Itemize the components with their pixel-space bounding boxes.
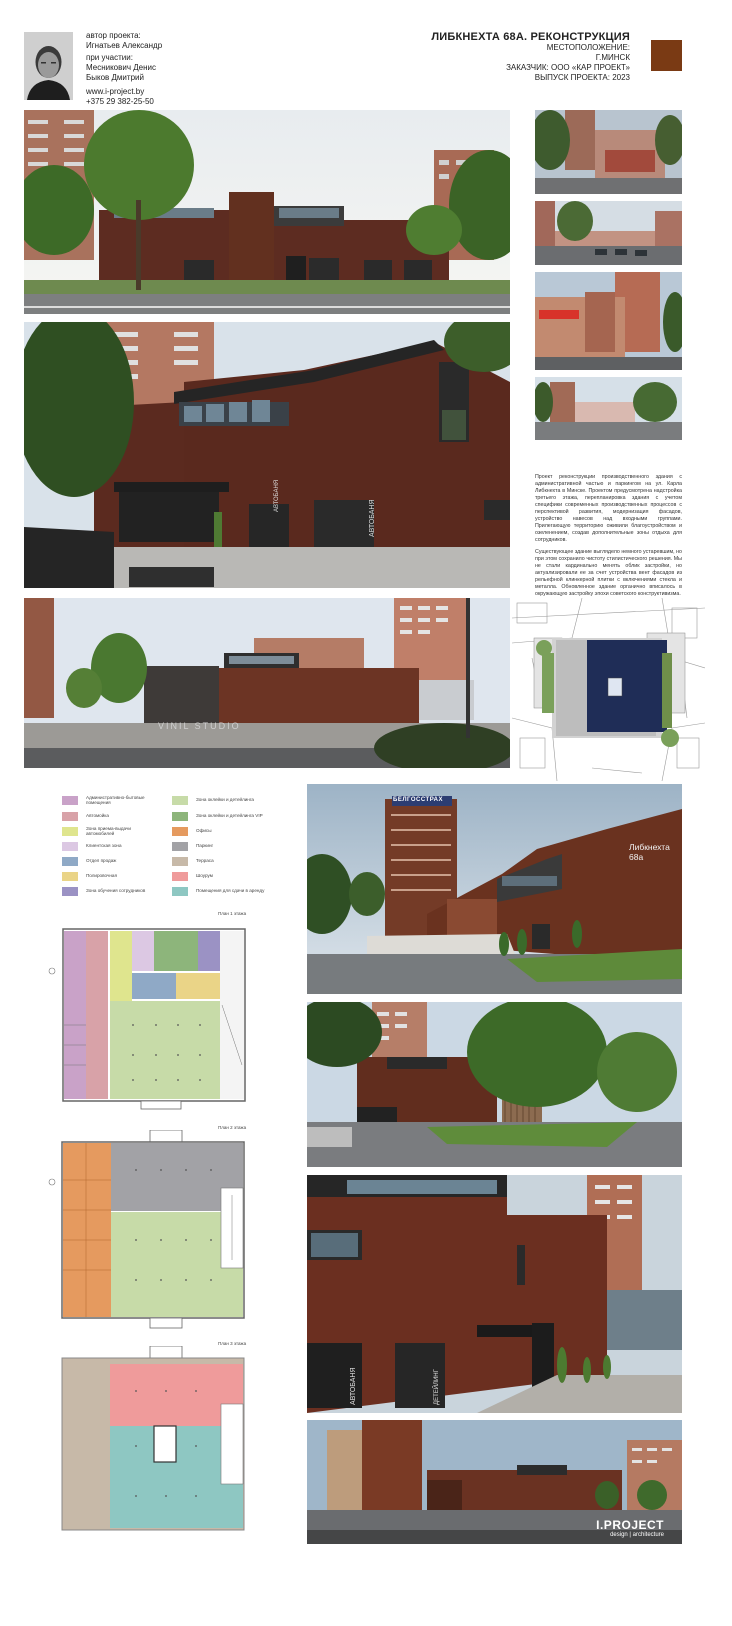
signage-carwash: АВТОБАНЯ bbox=[369, 499, 376, 537]
site-photo-parking bbox=[535, 201, 682, 265]
legend-label: Офисы bbox=[196, 828, 212, 834]
release-year: ВЫПУСК ПРОЕКТА: 2023 bbox=[534, 73, 630, 82]
floor-plan-2 bbox=[46, 1130, 271, 1330]
render-panorama bbox=[307, 1420, 682, 1544]
site-photo-street bbox=[535, 377, 682, 440]
zone-legend bbox=[62, 794, 265, 904]
legend-item bbox=[172, 794, 266, 806]
accent-square bbox=[651, 40, 682, 71]
author-label: автор проекта: bbox=[86, 31, 141, 40]
participant-name: Месникович Денис bbox=[86, 63, 156, 72]
legend-label: Административно-бытовые помещения bbox=[86, 794, 145, 805]
legend-swatch bbox=[172, 842, 188, 851]
render-wide-street bbox=[24, 598, 510, 768]
legend-label: Полировочная bbox=[86, 873, 117, 879]
legend-swatch bbox=[172, 827, 188, 836]
signage-carwash: АВТОБАНЯ bbox=[350, 1367, 357, 1405]
site-photo-carwash bbox=[535, 272, 682, 370]
floor-plan-1 bbox=[46, 915, 271, 1115]
legend-item bbox=[172, 885, 266, 897]
legend-swatch bbox=[172, 857, 188, 866]
phone-number: +375 29 382-25-50 bbox=[86, 97, 154, 106]
participant-name: Быков Дмитрий bbox=[86, 73, 144, 82]
website-link[interactable]: www.i-project.by bbox=[86, 87, 145, 96]
legend-swatch bbox=[62, 812, 78, 821]
legend-label: Терраса bbox=[196, 858, 214, 864]
site-plan bbox=[512, 598, 705, 781]
legend-item bbox=[172, 855, 266, 867]
site-photo-before bbox=[535, 110, 682, 194]
legend-item bbox=[172, 825, 266, 837]
render-main-facade bbox=[24, 110, 510, 314]
plan-label: План 3 этажа bbox=[218, 1341, 247, 1346]
legend-swatch bbox=[62, 796, 78, 805]
legend-swatch bbox=[172, 872, 188, 881]
description-paragraph: Проект реконструкции производственного здания с административной частью и паркингом на ул. Карла Либкнехта в Минске. Проектом предусмотрена надстройка третьего этажа, перепланировка здания с учетом специфики современных производственных процессов с перспективой развития, модернизация фасадов, устройство навесов над входными группами. Прилегающую территорию оживили благоустройством и озеленением, создав дополнительные зоны отдыха для сотрудников. bbox=[535, 474, 682, 543]
logo bbox=[596, 1518, 664, 1538]
render-belgosstrakh-corner bbox=[307, 784, 682, 994]
legend-swatch bbox=[62, 872, 78, 881]
signage-insurance: БЕЛГОССТРАХ bbox=[393, 797, 444, 803]
legend-swatch bbox=[62, 887, 78, 896]
author-name: Игнатьев Александр bbox=[86, 41, 163, 50]
legend-label: Помещения для сдачи в аренду bbox=[196, 888, 265, 894]
participants-label: при участии: bbox=[86, 53, 133, 62]
legend-swatch bbox=[62, 842, 78, 851]
signage-street-name: Либкнехта 68а bbox=[629, 842, 670, 862]
legend-label: Зона обучения сотрудников bbox=[86, 888, 146, 894]
legend-item bbox=[62, 794, 156, 806]
legend-swatch bbox=[62, 827, 78, 836]
floor-plan-3 bbox=[46, 1346, 271, 1536]
legend-label: Зона оклейки и детейлинга bbox=[196, 797, 254, 803]
legend-label: Паркинг bbox=[196, 843, 214, 849]
location-value: Г.МИНСК bbox=[595, 53, 630, 62]
logo-tagline: design | architecture bbox=[610, 1532, 664, 1538]
render-corner-view bbox=[24, 322, 510, 588]
plan-label: План 2 этажа bbox=[218, 1125, 247, 1130]
project-title: ЛИБКНЕХТА 68А. РЕКОНСТРУКЦИЯ bbox=[431, 31, 630, 43]
render-courtyard bbox=[307, 1002, 682, 1167]
signage-carwash: АВТОБАНЯ bbox=[274, 479, 280, 512]
location-label: МЕСТОПОЛОЖЕНИЕ: bbox=[546, 43, 630, 52]
legend-swatch bbox=[172, 796, 188, 805]
legend-label: Зона приема-выдачи автомобилей bbox=[86, 825, 131, 836]
legend-item bbox=[62, 840, 156, 852]
legend-label: Шоурум bbox=[196, 873, 213, 879]
legend-label: Автомойка bbox=[86, 813, 109, 819]
legend-swatch bbox=[62, 857, 78, 866]
signage-vinyl: VINIL STUDIO bbox=[158, 721, 241, 731]
legend-item bbox=[172, 810, 266, 822]
legend-label: Клиентская зона bbox=[86, 843, 122, 849]
logo-name: I.PROJECT bbox=[596, 1518, 664, 1532]
legend-item bbox=[172, 870, 266, 882]
description-paragraph: Существующее здание выглядело немного устаревшим, но при этом сохранило чистоту стилистического решения. Мы не стали кардинально менять облик застройки, но актуализировали ее за счет устройства вент фасадов из рельефной клинкерной плитки с включениями стекла и металла. Обновленное здание органично вписалось в окружающую застройку эпохи советского конструктивизма. bbox=[535, 549, 682, 597]
legend-item bbox=[62, 825, 156, 837]
legend-item bbox=[62, 810, 156, 822]
render-entrance-closeup bbox=[307, 1175, 682, 1413]
legend-swatch bbox=[172, 812, 188, 821]
author-portrait bbox=[24, 32, 73, 100]
legend-label: Зона оклейки и детейлинга VIP bbox=[196, 813, 263, 819]
signage-detailing: ДЕТЕЙЛИНГ bbox=[434, 1369, 440, 1405]
legend-item bbox=[62, 855, 156, 867]
legend-item bbox=[62, 870, 156, 882]
legend-swatch bbox=[172, 887, 188, 896]
plan-label: План 1 этажа bbox=[218, 911, 247, 916]
legend-label: Отдел продаж bbox=[86, 858, 117, 864]
customer: ЗАКАЗЧИК: ООО «КАР ПРОЕКТ» bbox=[506, 63, 630, 72]
legend-item bbox=[172, 840, 266, 852]
legend-item bbox=[62, 885, 156, 897]
